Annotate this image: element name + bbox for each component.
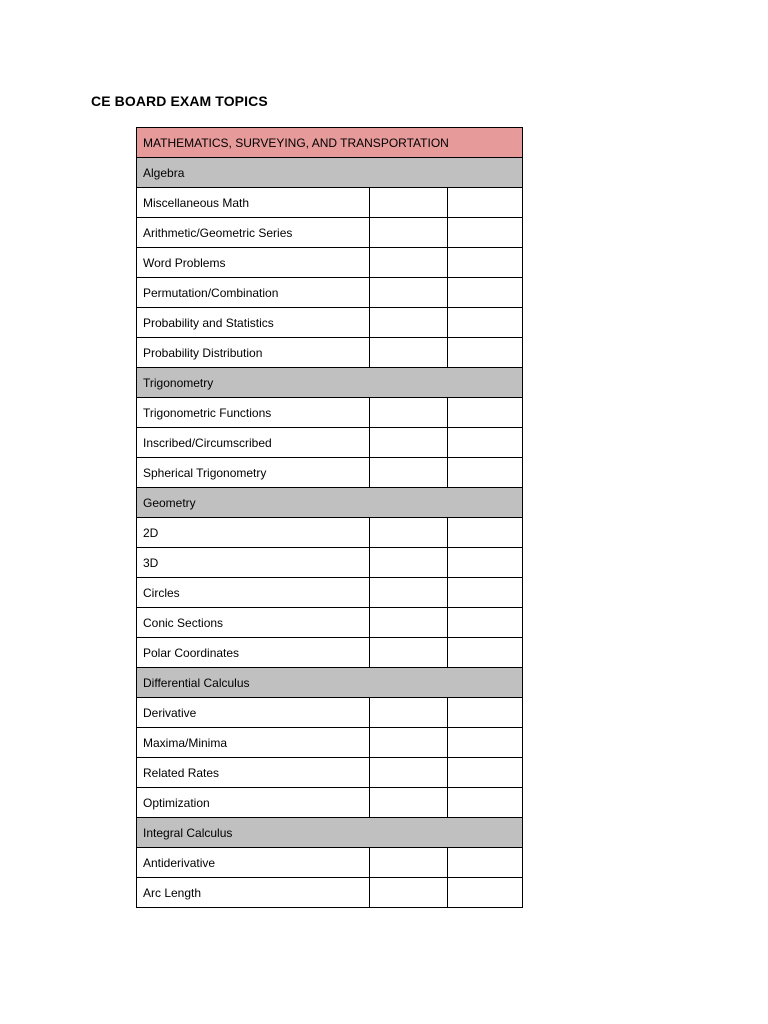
topic-row [137, 458, 523, 488]
topic-label: Polar Coordinates [137, 638, 370, 668]
topic-label: Conic Sections [137, 608, 370, 638]
topic-label: Maxima/Minima [137, 728, 370, 758]
topic-label: 2D [137, 518, 370, 548]
topic-check-cell-1 [370, 788, 448, 818]
topic-check-cell-1 [370, 638, 448, 668]
topics-table-body [137, 128, 523, 908]
topic-row [137, 638, 523, 668]
topic-row [137, 188, 523, 218]
topic-check-cell-1 [370, 188, 448, 218]
topic-row [137, 398, 523, 428]
topic-check-cell-2 [448, 848, 523, 878]
topic-check-cell-1 [370, 698, 448, 728]
table-header-row [137, 128, 523, 158]
topic-check-cell-1 [370, 428, 448, 458]
topic-check-cell-1 [370, 608, 448, 638]
category-label: Geometry [137, 488, 523, 518]
topic-label: 3D [137, 548, 370, 578]
topic-check-cell-2 [448, 278, 523, 308]
category-row [137, 158, 523, 188]
topic-check-cell-2 [448, 878, 523, 908]
topic-check-cell-2 [448, 638, 523, 668]
topic-check-cell-2 [448, 428, 523, 458]
topic-check-cell-2 [448, 758, 523, 788]
topic-label: Circles [137, 578, 370, 608]
topic-row [137, 218, 523, 248]
topic-row [137, 548, 523, 578]
topic-check-cell-1 [370, 218, 448, 248]
topic-check-cell-1 [370, 308, 448, 338]
topic-check-cell-1 [370, 578, 448, 608]
topic-check-cell-2 [448, 518, 523, 548]
topic-label: Arithmetic/Geometric Series [137, 218, 370, 248]
topic-check-cell-1 [370, 758, 448, 788]
topic-row [137, 788, 523, 818]
topic-check-cell-2 [448, 188, 523, 218]
topic-label: Permutation/Combination [137, 278, 370, 308]
topic-row [137, 338, 523, 368]
topic-check-cell-2 [448, 218, 523, 248]
category-row [137, 818, 523, 848]
topic-row [137, 278, 523, 308]
topics-table [136, 127, 523, 908]
topic-check-cell-2 [448, 308, 523, 338]
topic-row [137, 518, 523, 548]
topic-label: Trigonometric Functions [137, 398, 370, 428]
category-label: Integral Calculus [137, 818, 523, 848]
topic-check-cell-2 [448, 338, 523, 368]
topic-label: Spherical Trigonometry [137, 458, 370, 488]
topic-check-cell-2 [448, 458, 523, 488]
category-row [137, 668, 523, 698]
topic-row [137, 428, 523, 458]
topic-check-cell-2 [448, 578, 523, 608]
topic-label: Word Problems [137, 248, 370, 278]
topic-check-cell-1 [370, 458, 448, 488]
topic-row [137, 848, 523, 878]
topic-label: Optimization [137, 788, 370, 818]
topic-label: Antiderivative [137, 848, 370, 878]
category-label: Differential Calculus [137, 668, 523, 698]
category-label: Trigonometry [137, 368, 523, 398]
topic-check-cell-1 [370, 248, 448, 278]
topic-row [137, 248, 523, 278]
topic-row [137, 878, 523, 908]
table-header-cell: MATHEMATICS, SURVEYING, AND TRANSPORTATION [137, 128, 523, 158]
topic-check-cell-2 [448, 608, 523, 638]
topic-check-cell-2 [448, 248, 523, 278]
topic-row [137, 728, 523, 758]
topic-label: Derivative [137, 698, 370, 728]
topic-label: Probability Distribution [137, 338, 370, 368]
topic-row [137, 578, 523, 608]
topic-check-cell-1 [370, 878, 448, 908]
topic-label: Related Rates [137, 758, 370, 788]
topic-label: Miscellaneous Math [137, 188, 370, 218]
topic-label: Probability and Statistics [137, 308, 370, 338]
topic-row [137, 608, 523, 638]
category-row [137, 488, 523, 518]
topic-check-cell-2 [448, 398, 523, 428]
topic-row [137, 698, 523, 728]
topic-label: Arc Length [137, 878, 370, 908]
document-title: CE BOARD EXAM TOPICS [91, 93, 268, 109]
topic-check-cell-1 [370, 398, 448, 428]
topic-check-cell-1 [370, 278, 448, 308]
topic-row [137, 758, 523, 788]
category-row [137, 368, 523, 398]
topic-label: Inscribed/Circumscribed [137, 428, 370, 458]
topic-check-cell-2 [448, 548, 523, 578]
topic-check-cell-2 [448, 698, 523, 728]
topic-check-cell-1 [370, 848, 448, 878]
category-label: Algebra [137, 158, 523, 188]
topic-row [137, 308, 523, 338]
topic-check-cell-1 [370, 518, 448, 548]
topic-check-cell-1 [370, 338, 448, 368]
topic-check-cell-1 [370, 548, 448, 578]
topic-check-cell-1 [370, 728, 448, 758]
topic-check-cell-2 [448, 788, 523, 818]
topic-check-cell-2 [448, 728, 523, 758]
